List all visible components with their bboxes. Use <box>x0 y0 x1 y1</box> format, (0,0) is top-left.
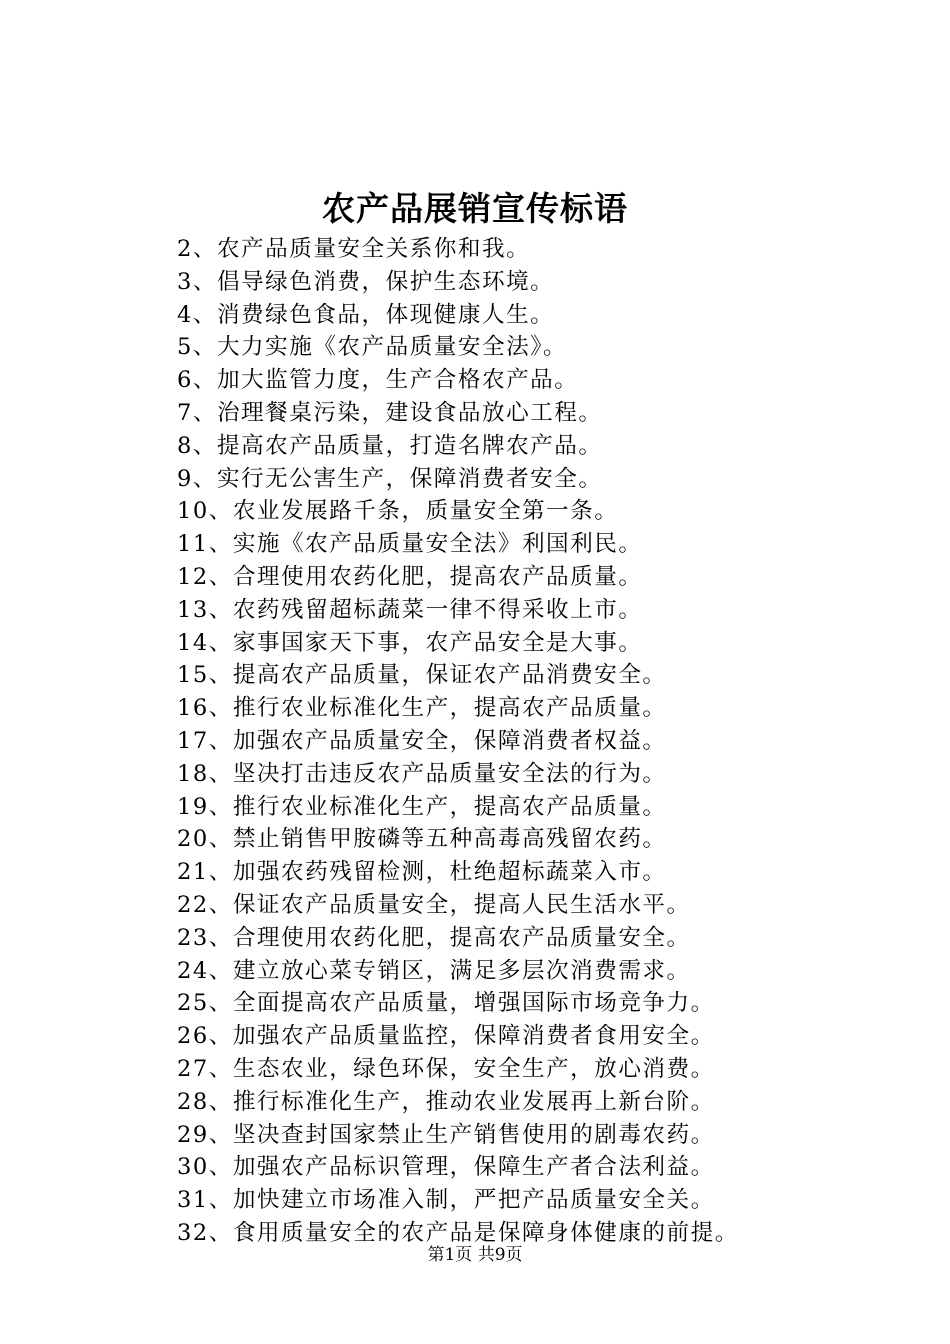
slogan-item: 30、加强农产品标识管理，保障生产者合法利益。 <box>177 1154 715 1181</box>
slogan-item: 16、推行农业标准化生产，提高农产品质量。 <box>177 695 667 722</box>
slogan-item: 18、坚决打击违反农产品质量安全法的行为。 <box>177 760 667 787</box>
slogan-item: 14、家事国家天下事，农产品安全是大事。 <box>177 629 643 656</box>
slogan-item: 5、大力实施《农产品质量安全法》。 <box>177 334 568 361</box>
slogan-item: 13、农药残留超标蔬菜一律不得采收上市。 <box>177 596 643 623</box>
slogan-item: 10、农业发展路千条，质量安全第一条。 <box>177 498 619 525</box>
slogan-item: 11、实施《农产品质量安全法》利国利民。 <box>177 531 643 558</box>
document-title: 农产品展销宣传标语 <box>322 189 628 228</box>
slogan-item: 22、保证农产品质量安全，提高人民生活水平。 <box>177 891 691 918</box>
slogan-item: 23、合理使用农药化肥，提高农产品质量安全。 <box>177 924 691 951</box>
slogan-item: 19、推行农业标准化生产，提高农产品质量。 <box>177 793 667 820</box>
slogan-list <box>177 233 739 1250</box>
slogan-item: 26、加强农产品质量监控，保障消费者食用安全。 <box>177 1023 715 1050</box>
slogan-item: 7、治理餐桌污染，建设食品放心工程。 <box>177 399 603 426</box>
slogan-item: 8、提高农产品质量，打造名牌农产品。 <box>177 432 603 459</box>
slogan-item: 9、实行无公害生产，保障消费者安全。 <box>177 465 603 492</box>
slogan-item: 17、加强农产品质量安全，保障消费者权益。 <box>177 727 667 754</box>
slogan-item: 32、食用质量安全的农产品是保障身体健康的前提。 <box>177 1219 739 1246</box>
page-number-footer: 第1页 共9页 <box>427 1245 523 1265</box>
slogan-item: 4、消费绿色食品，体现健康人生。 <box>177 301 555 328</box>
slogan-item: 31、加快建立市场准入制，严把产品质量安全关。 <box>177 1187 715 1214</box>
slogan-item: 15、提高农产品质量，保证农产品消费安全。 <box>177 662 667 689</box>
slogan-item: 20、禁止销售甲胺磷等五种高毒高残留农药。 <box>177 826 667 853</box>
slogan-item: 2、农产品质量安全关系你和我。 <box>177 236 531 262</box>
slogan-item: 6、加大监管力度，生产合格农产品。 <box>177 367 579 394</box>
slogan-item: 25、全面提高农产品质量，增强国际市场竞争力。 <box>177 990 715 1017</box>
slogan-item: 3、倡导绿色消费，保护生态环境。 <box>177 268 555 295</box>
slogan-item: 12、合理使用农药化肥，提高农产品质量。 <box>177 563 643 590</box>
slogan-item: 24、建立放心菜专销区，满足多层次消费需求。 <box>177 957 691 984</box>
slogan-item: 29、坚决查封国家禁止生产销售使用的剧毒农药。 <box>177 1121 715 1148</box>
slogan-item: 21、加强农药残留检测，杜绝超标蔬菜入市。 <box>177 859 667 886</box>
slogan-item: 27、生态农业，绿色环保，安全生产，放心消费。 <box>177 1055 715 1082</box>
slogan-item: 28、推行标准化生产，推动农业发展再上新台阶。 <box>177 1088 715 1115</box>
